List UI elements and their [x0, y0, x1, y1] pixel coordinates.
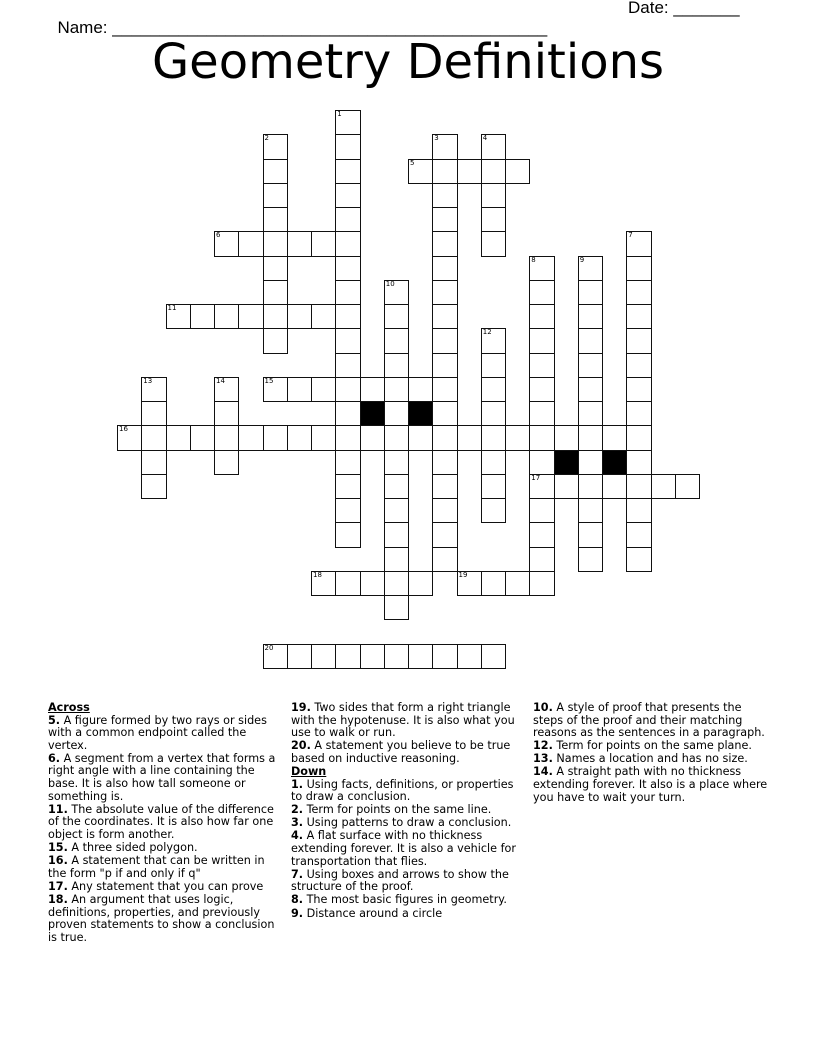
grid-cell[interactable]	[408, 644, 433, 669]
grid-cell[interactable]	[481, 183, 506, 208]
grid-cell[interactable]	[432, 401, 457, 426]
date-field[interactable]: Date: _______	[628, 0, 740, 17]
grid-cell[interactable]	[578, 280, 603, 305]
grid-cell[interactable]	[578, 256, 603, 281]
clue-down-7: 7. Using boxes and arrows to show the structure of the proof.	[291, 867, 509, 894]
grid-cell[interactable]	[457, 159, 482, 184]
grid-cell[interactable]	[529, 474, 554, 499]
grid-cell[interactable]	[481, 644, 506, 669]
grid-cell[interactable]	[578, 377, 603, 402]
grid-cell[interactable]	[117, 425, 142, 450]
clue-number: 19	[458, 570, 468, 579]
grid-cell[interactable]	[529, 450, 554, 475]
clue-down-14: 14. A straight path with no thickness extending forever. It also is a place where you have to wait your turn.	[533, 765, 768, 804]
clue-down-9: 9. Distance around a circle	[291, 906, 443, 920]
clue-down-12: 12. Term for points on the same plane.	[533, 739, 752, 753]
clue-across-19: 19. Two sides that form a right triangle with the hypotenuse. It is also what you use to walk or run.	[291, 701, 515, 740]
grid-cell[interactable]	[578, 425, 603, 450]
clue-number: 2	[264, 134, 269, 143]
grid-cell[interactable]	[481, 159, 506, 184]
grid-cell[interactable]	[626, 547, 651, 572]
clue-down-8: 8. The most basic figures in geometry.	[291, 893, 507, 907]
grid-cell[interactable]	[481, 377, 506, 402]
grid-cell[interactable]	[529, 547, 554, 572]
grid-cell[interactable]	[578, 401, 603, 426]
black-cell	[360, 401, 385, 426]
grid-cell[interactable]	[263, 256, 288, 281]
clue-number: 8	[531, 255, 536, 264]
grid-cell[interactable]	[384, 547, 409, 572]
grid-cell[interactable]	[263, 377, 288, 402]
grid-cell[interactable]	[384, 280, 409, 305]
clue-number: 3	[434, 134, 439, 143]
grid-cell[interactable]	[505, 159, 530, 184]
grid-cell[interactable]	[335, 328, 360, 353]
grid-cell[interactable]	[263, 280, 288, 305]
grid-cell[interactable]	[263, 207, 288, 232]
clue-across-15: 15. A three sided polygon.	[48, 841, 198, 855]
grid-cell[interactable]	[287, 644, 312, 669]
grid-cell[interactable]	[384, 353, 409, 378]
grid-cell[interactable]	[505, 571, 530, 596]
clue-number: 1	[337, 110, 342, 118]
grid-cell[interactable]	[481, 474, 506, 499]
grid-cell[interactable]	[529, 498, 554, 523]
grid-cell[interactable]	[335, 159, 360, 184]
clue-across-5: 5. A figure formed by two rays or sides with a common endpoint called the vertex.	[48, 713, 267, 752]
grid-cell[interactable]	[602, 425, 627, 450]
grid-cell[interactable]	[626, 353, 651, 378]
clue-across-17: 17. Any statement that you can prove	[48, 879, 264, 893]
grid-cell[interactable]	[626, 328, 651, 353]
grid-cell[interactable]	[166, 425, 191, 450]
grid-cell[interactable]	[432, 353, 457, 378]
grid-cell[interactable]	[335, 183, 360, 208]
grid-cell[interactable]	[335, 644, 360, 669]
grid-cell[interactable]	[578, 304, 603, 329]
grid-cell[interactable]	[335, 231, 360, 256]
grid-cell[interactable]	[481, 328, 506, 353]
clue-across-16: 16. A statement that can be written in the form "p if and only if q"	[48, 854, 265, 880]
grid-cell[interactable]	[214, 377, 239, 402]
grid-cell[interactable]	[166, 304, 191, 329]
grid-cell[interactable]	[408, 571, 433, 596]
grid-cell[interactable]	[432, 547, 457, 572]
grid-cell[interactable]	[214, 401, 239, 426]
grid-cell[interactable]	[626, 474, 651, 499]
clues-column-2	[291, 702, 523, 921]
grid-cell[interactable]	[190, 425, 215, 450]
grid-cell[interactable]	[384, 474, 409, 499]
grid-cell[interactable]	[432, 134, 457, 159]
down-heading: Down	[291, 764, 327, 778]
grid-cell[interactable]	[481, 425, 506, 450]
grid-cell[interactable]	[335, 571, 360, 596]
grid-cell[interactable]	[214, 450, 239, 475]
grid-cell[interactable]	[141, 450, 166, 475]
grid-cell[interactable]	[141, 401, 166, 426]
grid-cell[interactable]	[651, 474, 676, 499]
grid-cell[interactable]	[384, 328, 409, 353]
black-cell	[602, 450, 627, 475]
grid-cell[interactable]	[311, 644, 336, 669]
grid-cell[interactable]	[360, 571, 385, 596]
clue-number: 17	[531, 473, 541, 482]
grid-cell[interactable]	[529, 304, 554, 329]
grid-cell[interactable]	[384, 401, 409, 426]
grid-cell[interactable]	[287, 377, 312, 402]
grid-cell[interactable]	[529, 571, 554, 596]
grid-cell[interactable]	[263, 134, 288, 159]
grid-cell[interactable]	[457, 571, 482, 596]
grid-cell[interactable]	[529, 401, 554, 426]
grid-cell[interactable]	[578, 547, 603, 572]
grid-cell[interactable]	[335, 425, 360, 450]
grid-cell[interactable]	[432, 328, 457, 353]
grid-cell[interactable]	[554, 425, 579, 450]
grid-cell[interactable]	[432, 304, 457, 329]
clue-down-4: 4. A flat surface with no thickness extending forever. It is also a vehicle for transportation that flies.	[291, 829, 516, 868]
grid-cell[interactable]	[238, 231, 263, 256]
clues-column-3	[533, 702, 769, 805]
grid-cell[interactable]	[238, 425, 263, 450]
grid-cell[interactable]	[432, 207, 457, 232]
grid-cell[interactable]	[384, 304, 409, 329]
clue-number: 15	[264, 376, 274, 385]
grid-cell[interactable]	[578, 498, 603, 523]
grid-cell[interactable]	[360, 377, 385, 402]
grid-cell[interactable]	[335, 353, 360, 378]
grid-cell[interactable]	[335, 256, 360, 281]
grid-cell[interactable]	[141, 425, 166, 450]
grid-cell[interactable]	[481, 353, 506, 378]
grid-cell[interactable]	[141, 474, 166, 499]
grid-cell[interactable]	[263, 644, 288, 669]
grid-cell[interactable]	[529, 280, 554, 305]
clue-number: 14	[216, 376, 225, 385]
grid-cell[interactable]	[335, 401, 360, 426]
grid-cell[interactable]	[384, 425, 409, 450]
grid-cell[interactable]	[263, 231, 288, 256]
clue-across-6: 6. A segment from a vertex that forms a right angle with a line containing the base. It is also how tall someone or something is.	[48, 751, 276, 803]
grid-cell[interactable]	[408, 159, 433, 184]
grid-cell[interactable]	[335, 377, 360, 402]
clue-down-2: 2. Term for points on the same line.	[291, 803, 492, 817]
grid-cell[interactable]	[214, 231, 239, 256]
grid-cell[interactable]	[529, 256, 554, 281]
grid-cell[interactable]	[432, 522, 457, 547]
grid-cell[interactable]	[287, 425, 312, 450]
grid-cell[interactable]	[432, 425, 457, 450]
grid-cell[interactable]	[263, 304, 288, 329]
grid-cell[interactable]	[408, 425, 433, 450]
grid-cell[interactable]	[626, 450, 651, 475]
black-cell	[408, 401, 433, 426]
grid-cell[interactable]	[311, 571, 336, 596]
clue-across-11: 11. The absolute value of the difference of the coordinates. It is also how far one object is form another.	[48, 802, 274, 841]
grid-cell[interactable]	[626, 498, 651, 523]
grid-cell[interactable]	[626, 377, 651, 402]
grid-cell[interactable]	[432, 498, 457, 523]
grid-cell[interactable]	[335, 474, 360, 499]
grid-cell[interactable]	[335, 110, 360, 135]
grid-cell[interactable]	[432, 450, 457, 475]
grid-cell[interactable]	[335, 280, 360, 305]
grid-cell[interactable]	[384, 644, 409, 669]
grid-cell[interactable]	[626, 231, 651, 256]
clue-down-13: 13. Names a location and has no size.	[533, 752, 748, 766]
grid-cell[interactable]	[529, 377, 554, 402]
grid-cell[interactable]	[457, 425, 482, 450]
grid-cell[interactable]	[626, 522, 651, 547]
grid-cell[interactable]	[675, 474, 700, 499]
clue-number: 10	[385, 279, 395, 288]
clue-across-20: 20. A statement you believe to be true based on inductive reasoning.	[291, 739, 511, 765]
grid-cell[interactable]	[287, 304, 312, 329]
clue-down-3: 3. Using patterns to draw a conclusion.	[291, 816, 512, 830]
grid-cell[interactable]	[481, 134, 506, 159]
grid-cell[interactable]	[360, 644, 385, 669]
grid-cell[interactable]	[263, 425, 288, 450]
grid-cell[interactable]	[505, 425, 530, 450]
grid-cell[interactable]	[578, 450, 603, 475]
clue-number: 16	[119, 425, 128, 434]
clue-number: 4	[482, 134, 488, 143]
across-heading: Across	[48, 701, 90, 714]
clue-number: 12	[482, 328, 492, 337]
grid-cell[interactable]	[432, 644, 457, 669]
grid-cell[interactable]	[626, 425, 651, 450]
grid-cell[interactable]	[529, 353, 554, 378]
grid-cell[interactable]	[141, 377, 166, 402]
clue-number: 18	[313, 570, 322, 579]
grid-cell[interactable]	[626, 401, 651, 426]
grid-cell[interactable]	[432, 159, 457, 184]
grid-cell[interactable]	[311, 377, 336, 402]
grid-cell[interactable]	[263, 183, 288, 208]
clue-number: 20	[264, 643, 274, 652]
name-field[interactable]: Name: ______________________________________________	[57, 18, 548, 37]
grid-cell[interactable]	[335, 207, 360, 232]
grid-cell[interactable]	[432, 231, 457, 256]
grid-cell[interactable]	[311, 304, 336, 329]
grid-cell[interactable]	[214, 304, 239, 329]
grid-cell[interactable]	[384, 522, 409, 547]
grid-cell[interactable]	[214, 425, 239, 450]
clue-number: 11	[167, 304, 177, 312]
grid-cell[interactable]	[626, 304, 651, 329]
grid-cell[interactable]	[432, 183, 457, 208]
page-title: Geometry Definitions	[151, 34, 665, 90]
clue-number: 5	[410, 158, 415, 167]
grid-cell[interactable]	[529, 328, 554, 353]
grid-cell[interactable]	[481, 207, 506, 232]
grid-cell[interactable]	[384, 498, 409, 523]
grid-cell[interactable]	[529, 522, 554, 547]
black-cell	[554, 450, 579, 475]
grid-cell[interactable]	[457, 644, 482, 669]
grid-cell[interactable]	[335, 304, 360, 329]
grid-cell[interactable]	[481, 450, 506, 475]
clue-number: 13	[143, 376, 153, 385]
grid-cell[interactable]	[432, 256, 457, 281]
grid-cell[interactable]	[626, 256, 651, 281]
grid-cell[interactable]	[311, 425, 336, 450]
grid-cell[interactable]	[578, 353, 603, 378]
grid-cell[interactable]	[408, 377, 433, 402]
clue-number: 6	[216, 231, 221, 240]
grid-cell[interactable]	[481, 571, 506, 596]
grid-cell[interactable]	[263, 159, 288, 184]
grid-cell[interactable]	[190, 304, 215, 329]
clue-across-18: 18. An argument that uses logic, definitions, properties, and previously proven statements to show a conclusion is true.	[48, 892, 275, 944]
grid-cell[interactable]	[554, 474, 579, 499]
grid-cell[interactable]	[626, 280, 651, 305]
grid-cell[interactable]	[384, 377, 409, 402]
grid-cell[interactable]	[602, 474, 627, 499]
clues-column-1	[48, 702, 280, 945]
clue-down-10: 10. A style of proof that presents the steps of the proof and their matching reasons as the sentences in a paragraph.	[533, 701, 765, 740]
grid-cell[interactable]	[335, 498, 360, 523]
grid-cell[interactable]	[432, 474, 457, 499]
grid-cell[interactable]	[311, 231, 336, 256]
clue-number: 9	[579, 255, 585, 264]
grid-cell[interactable]	[432, 377, 457, 402]
grid-cell[interactable]	[384, 450, 409, 475]
grid-cell[interactable]	[335, 450, 360, 475]
grid-cell[interactable]	[335, 134, 360, 159]
grid-cell[interactable]	[481, 231, 506, 256]
grid-cell[interactable]	[384, 571, 409, 596]
grid-cell[interactable]	[287, 231, 312, 256]
grid-cell[interactable]	[481, 401, 506, 426]
grid-cell[interactable]	[578, 474, 603, 499]
grid-cell[interactable]	[578, 522, 603, 547]
clue-down-1: 1. Using facts, definitions, or properties to draw a conclusion.	[291, 777, 514, 804]
grid-cell[interactable]	[238, 304, 263, 329]
grid-cell[interactable]	[529, 425, 554, 450]
grid-cell[interactable]	[384, 595, 409, 620]
grid-cell[interactable]	[432, 280, 457, 305]
clue-number: 7	[628, 231, 633, 240]
grid-cell[interactable]	[578, 328, 603, 353]
grid-cell[interactable]	[335, 522, 360, 547]
grid-cell[interactable]	[481, 498, 506, 523]
grid-cell[interactable]	[263, 328, 288, 353]
grid-cell[interactable]	[360, 425, 385, 450]
